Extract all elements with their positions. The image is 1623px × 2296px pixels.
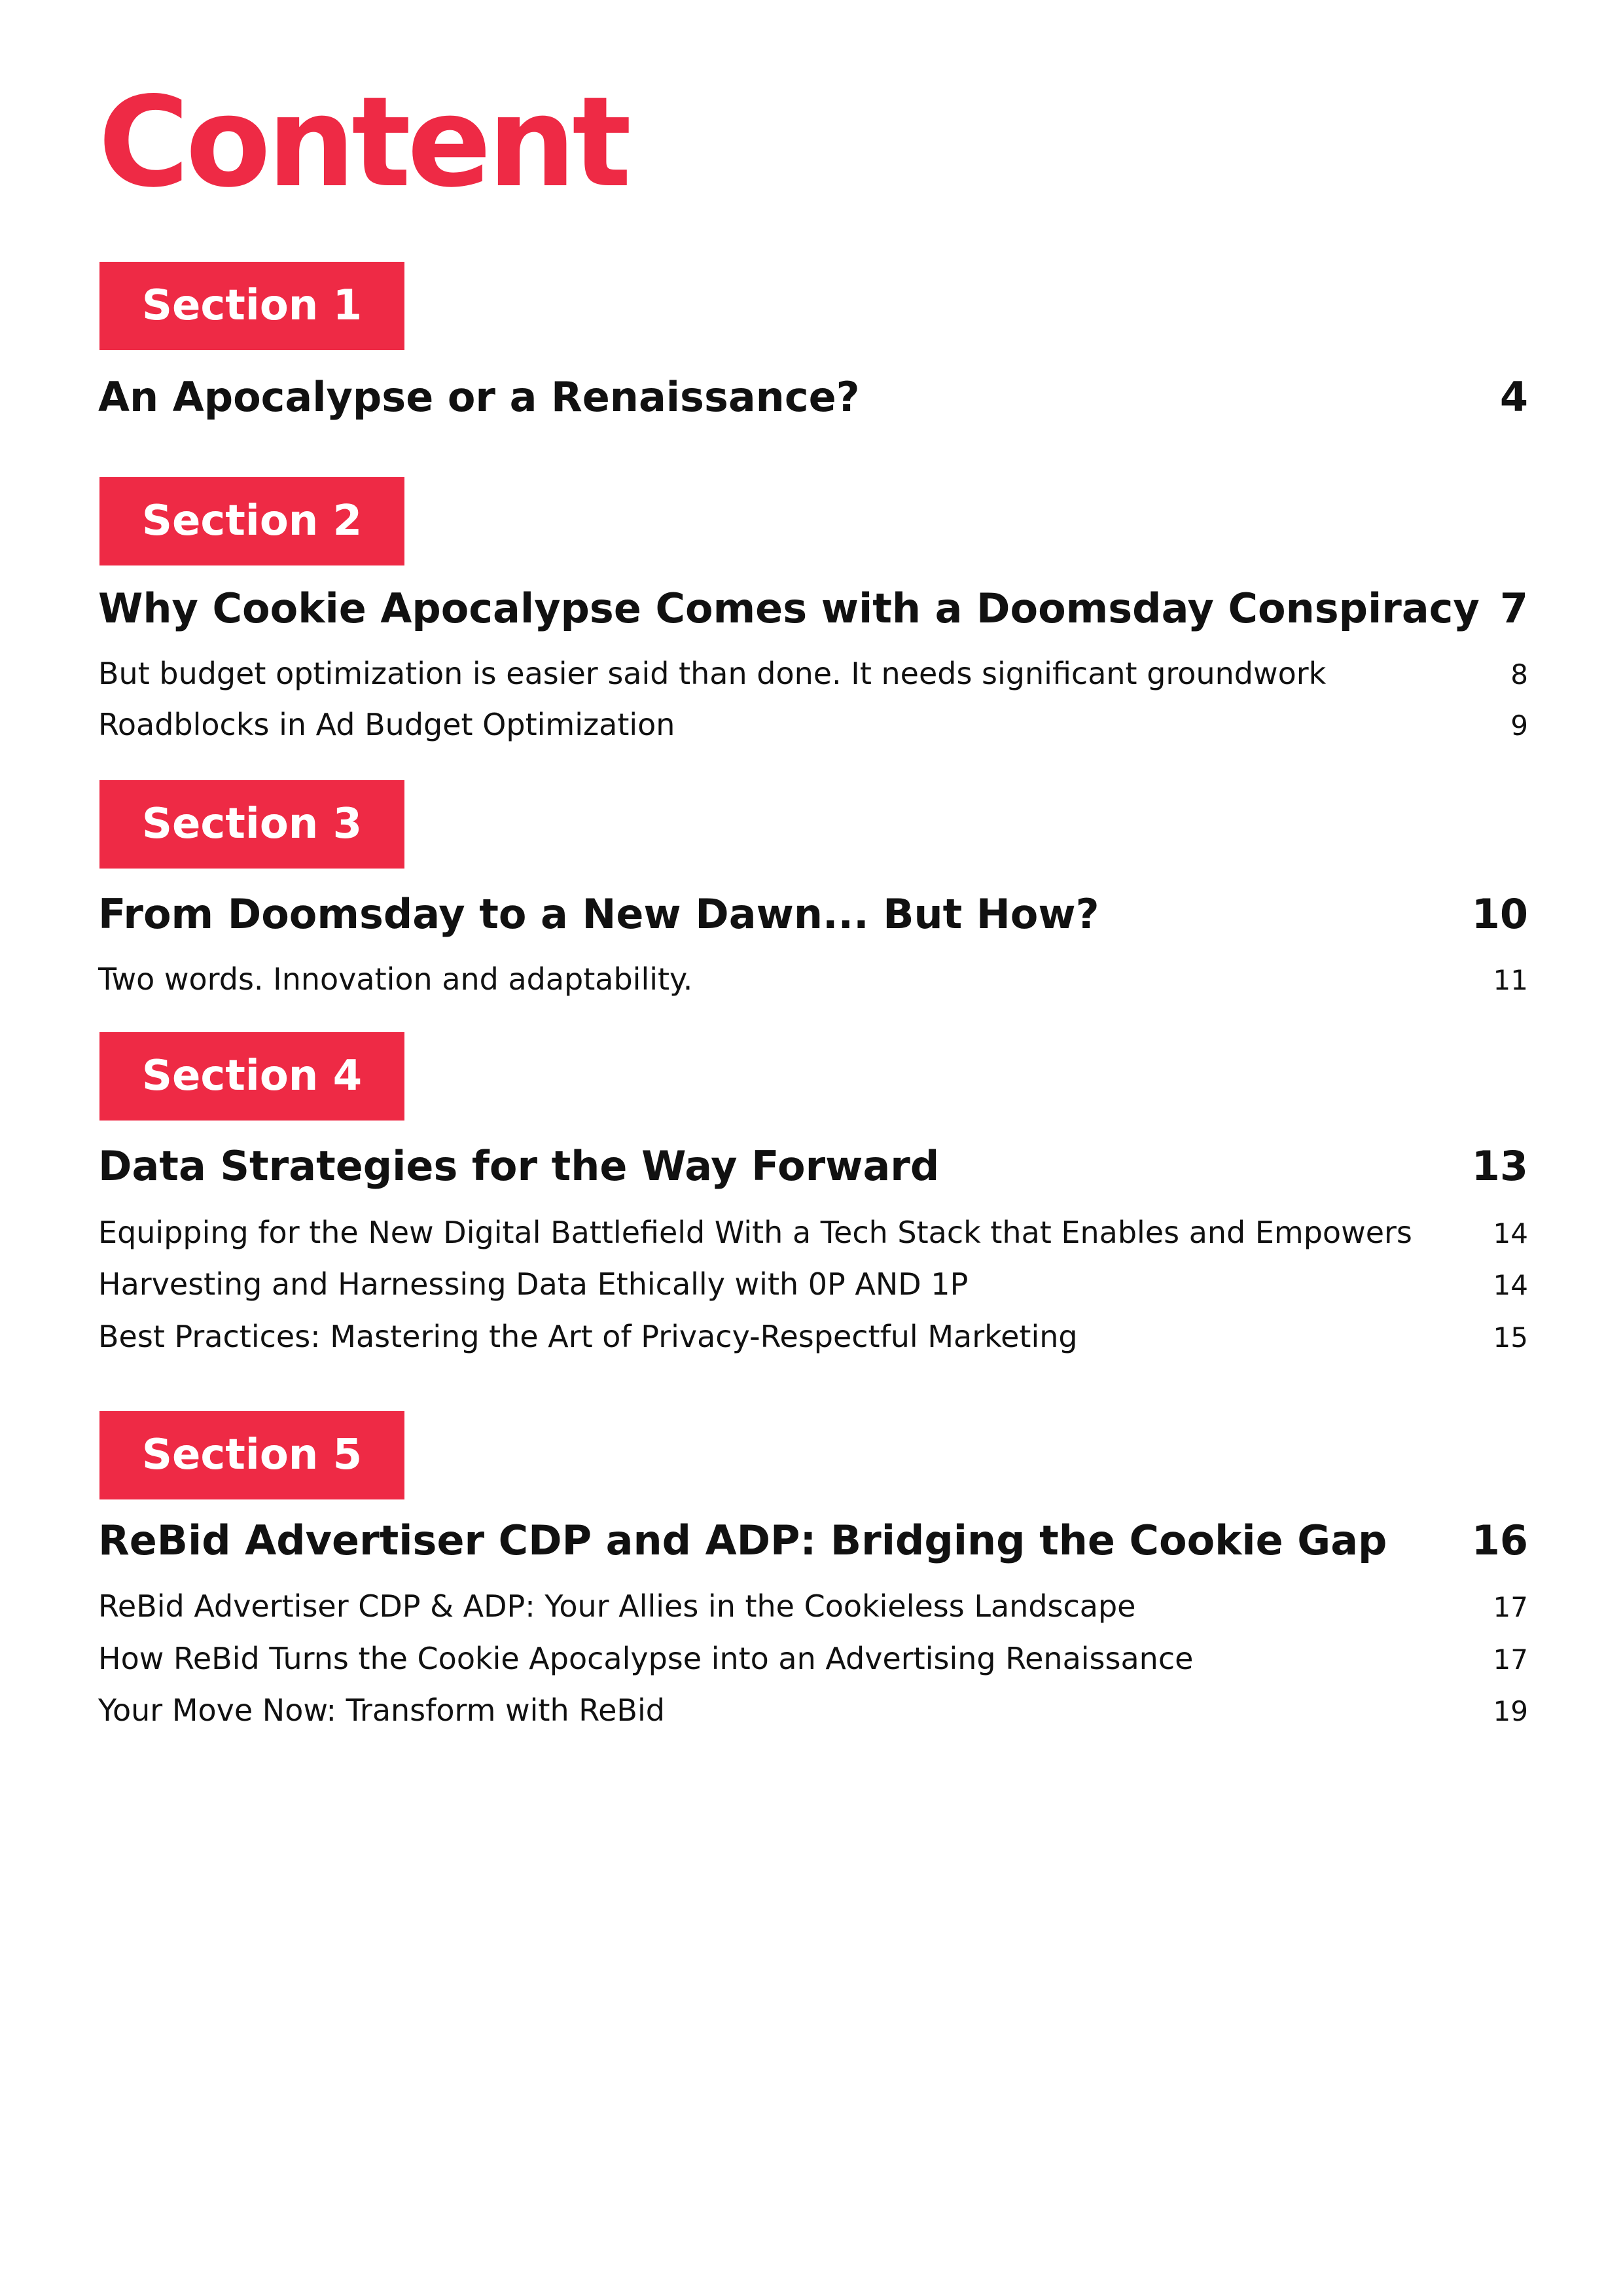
toc-entry-section-4[interactable]	[98, 1142, 1528, 1190]
section-2-badge: Section 2	[99, 477, 404, 565]
toc-page-number: 17	[1493, 1591, 1528, 1623]
toc-subentry[interactable]	[98, 1641, 1528, 1676]
section-3-badge: Section 3	[99, 780, 404, 869]
toc-subentry[interactable]	[98, 1693, 1528, 1728]
section-4-badge: Section 4	[99, 1032, 404, 1121]
toc-subheading: Your Move Now: Transform with ReBid	[98, 1693, 665, 1728]
toc-page-number: 14	[1493, 1217, 1528, 1249]
toc-heading: Why Cookie Apocalypse Comes with a Doomsday Conspiracy	[98, 584, 1480, 632]
toc-page-number: 4	[1499, 373, 1528, 421]
toc-heading: From Doomsday to a New Dawn... But How?	[98, 890, 1099, 938]
toc-page-number: 13	[1471, 1142, 1528, 1190]
toc-entry-section-5[interactable]	[98, 1516, 1528, 1564]
toc-subheading: Harvesting and Harnessing Data Ethically with 0P AND 1P	[98, 1266, 969, 1302]
toc-page-number: 14	[1493, 1269, 1528, 1301]
toc-page-number: 16	[1471, 1516, 1528, 1564]
toc-subheading: ReBid Advertiser CDP & ADP: Your Allies in the Cookieless Landscape	[98, 1588, 1136, 1624]
toc-subentry[interactable]	[98, 1266, 1528, 1302]
toc-page-number: 10	[1471, 890, 1528, 938]
toc-page-number: 17	[1493, 1643, 1528, 1676]
toc-subentry[interactable]	[98, 656, 1528, 691]
toc-subheading: But budget optimization is easier said than done. It needs significant groundwork	[98, 656, 1327, 691]
toc-page-number: 9	[1510, 709, 1528, 742]
section-5-badge: Section 5	[99, 1411, 404, 1499]
toc-subheading: How ReBid Turns the Cookie Apocalypse into an Advertising Renaissance	[98, 1641, 1194, 1676]
toc-heading: An Apocalypse or a Renaissance?	[98, 373, 860, 421]
toc-subentry[interactable]	[98, 1319, 1528, 1354]
toc-subentry[interactable]	[98, 707, 1528, 742]
toc-subentry[interactable]	[98, 1215, 1528, 1250]
toc-subheading: Best Practices: Mastering the Art of Privacy-Respectful Marketing	[98, 1319, 1078, 1354]
page-title: Content	[98, 70, 628, 215]
toc-entry-section-2[interactable]	[98, 584, 1528, 632]
toc-subentry[interactable]	[98, 961, 1528, 997]
toc-page-number: 15	[1493, 1321, 1528, 1354]
toc-heading: ReBid Advertiser CDP and ADP: Bridging the Cookie Gap	[98, 1516, 1387, 1564]
toc-heading: Data Strategies for the Way Forward	[98, 1142, 940, 1190]
toc-page-number: 7	[1499, 584, 1528, 632]
toc-entry-section-3[interactable]	[98, 890, 1528, 938]
section-1-badge: Section 1	[99, 262, 404, 350]
toc-page-number: 19	[1493, 1695, 1528, 1727]
toc-page-number: 11	[1493, 964, 1528, 996]
toc-subheading: Equipping for the New Digital Battlefield With a Tech Stack that Enables and Empowers	[98, 1215, 1412, 1250]
toc-page-number: 8	[1510, 658, 1528, 691]
toc-entry-section-1[interactable]	[98, 373, 1528, 421]
toc-subheading: Roadblocks in Ad Budget Optimization	[98, 707, 675, 742]
toc-subheading: Two words. Innovation and adaptability.	[98, 961, 693, 997]
toc-subentry[interactable]	[98, 1588, 1528, 1624]
